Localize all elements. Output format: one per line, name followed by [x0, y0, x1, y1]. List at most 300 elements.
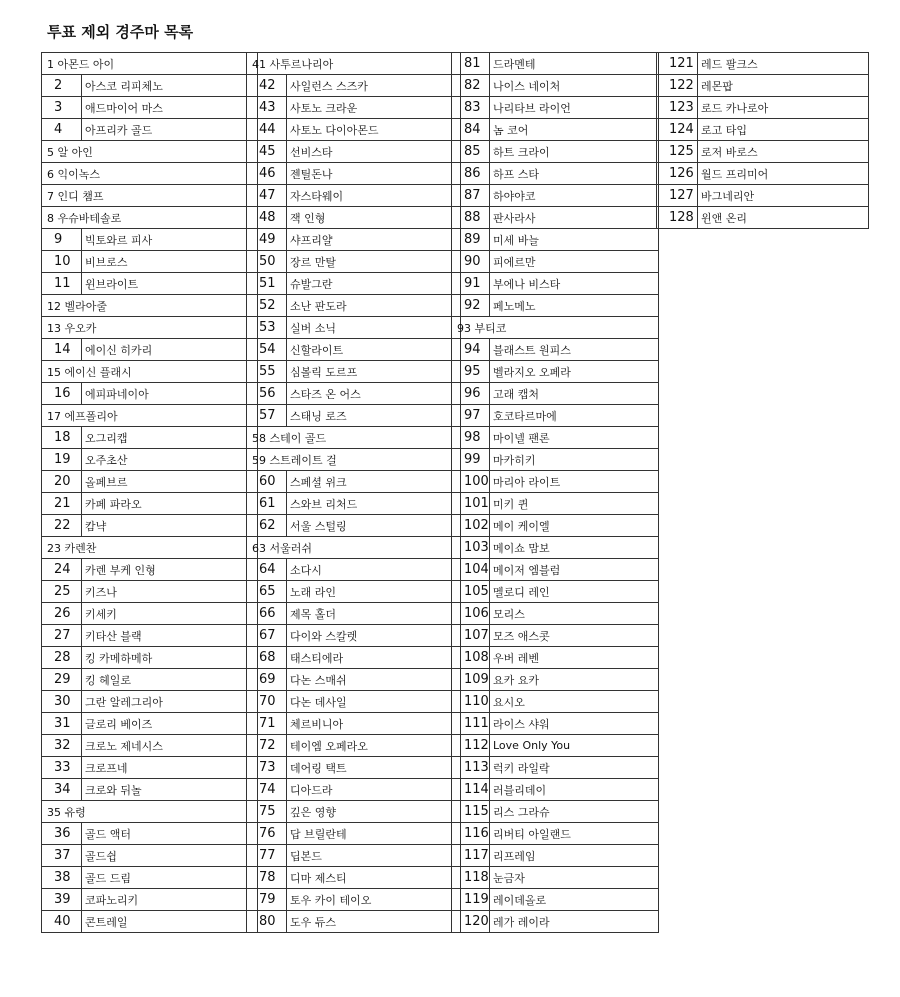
table-row	[247, 229, 461, 251]
horse-name: 디아드라	[287, 779, 461, 801]
horse-name: 깊은 영향	[287, 801, 461, 823]
horse-name: 하트 크라이	[490, 141, 659, 163]
horse-name: 에이신 플래시	[64, 365, 132, 379]
table-row	[42, 251, 258, 273]
entry-number: 12	[47, 299, 61, 313]
horse-name: 실버 소닉	[287, 317, 461, 339]
horse-entry	[452, 317, 659, 339]
table-row	[452, 867, 659, 889]
horse-name: 눈금자	[490, 867, 659, 889]
horse-name: 고래 캡처	[490, 383, 659, 405]
table-row	[247, 405, 461, 427]
table-row	[247, 449, 461, 471]
horse-name: 리스 그라슈	[490, 801, 659, 823]
entry-number: 79	[247, 889, 287, 911]
horse-name: 젠틸돈나	[287, 163, 461, 185]
table-row	[247, 97, 461, 119]
table-row	[452, 141, 659, 163]
entry-number: 68	[247, 647, 287, 669]
table-row	[42, 515, 258, 537]
entry-number: 71	[247, 713, 287, 735]
page-title: 투표 제외 경주마 목록	[47, 23, 194, 41]
entry-number: 112	[452, 735, 490, 757]
entry-number: 38	[42, 867, 82, 889]
entry-number: 125	[657, 141, 698, 163]
table-row	[452, 449, 659, 471]
horse-name: 마카히키	[490, 449, 659, 471]
table-row	[247, 427, 461, 449]
horse-entry	[42, 141, 258, 163]
horse-entry	[42, 361, 258, 383]
horse-name: 다논 스매쉬	[287, 669, 461, 691]
table-row	[247, 647, 461, 669]
table-row	[247, 273, 461, 295]
entry-number: 35	[47, 805, 61, 819]
entry-number: 93	[457, 321, 471, 335]
entry-number: 66	[247, 603, 287, 625]
horse-name: 카렌찬	[64, 541, 97, 555]
table-row	[452, 339, 659, 361]
horse-name: 메이쇼 맘보	[490, 537, 659, 559]
entry-number: 54	[247, 339, 287, 361]
entry-number: 77	[247, 845, 287, 867]
horse-name: 판사라사	[490, 207, 659, 229]
horse-name: 선비스타	[287, 141, 461, 163]
horse-name: 리프레임	[490, 845, 659, 867]
horse-name: 요카 요카	[490, 669, 659, 691]
horse-name: 크로프네	[82, 757, 258, 779]
entry-number: 15	[47, 365, 61, 379]
entry-number: 16	[42, 383, 82, 405]
horse-name: 비브로스	[82, 251, 258, 273]
entry-number: 11	[42, 273, 82, 295]
table-row	[452, 801, 659, 823]
horse-name: 놈 코어	[490, 119, 659, 141]
horse-name: 크로노 제네시스	[82, 735, 258, 757]
entry-number: 36	[42, 823, 82, 845]
entry-number: 14	[42, 339, 82, 361]
horse-name: 글로리 베이즈	[82, 713, 258, 735]
horse-name: 사토노 크라운	[287, 97, 461, 119]
horse-name: 체르비니아	[287, 713, 461, 735]
table-row	[42, 53, 258, 75]
entry-number: 121	[657, 53, 698, 75]
horse-name: 자스타웨이	[287, 185, 461, 207]
entry-number: 63	[252, 541, 266, 555]
horse-name: 빅토와르 피사	[82, 229, 258, 251]
entry-number: 61	[247, 493, 287, 515]
horse-name: 키타산 블랙	[82, 625, 258, 647]
entry-number: 92	[452, 295, 490, 317]
entry-number: 75	[247, 801, 287, 823]
horse-entry	[42, 53, 258, 75]
horse-name: 애드마이어 마스	[82, 97, 258, 119]
horse-name: 우슈바테솔로	[57, 211, 122, 225]
horse-name: 러블리데이	[490, 779, 659, 801]
table-row	[452, 383, 659, 405]
horse-name: 모즈 애스콧	[490, 625, 659, 647]
entry-number: 18	[42, 427, 82, 449]
horse-name: 우오카	[64, 321, 97, 335]
table-row	[42, 229, 258, 251]
horse-name: 오주초산	[82, 449, 258, 471]
horse-name: 소다시	[287, 559, 461, 581]
entry-number: 21	[42, 493, 82, 515]
entry-number: 104	[452, 559, 490, 581]
table-row	[42, 119, 258, 141]
entry-number: 13	[47, 321, 61, 335]
table-row	[452, 119, 659, 141]
entry-number: 31	[42, 713, 82, 735]
table-row	[42, 273, 258, 295]
entry-number: 85	[452, 141, 490, 163]
entry-number: 89	[452, 229, 490, 251]
entry-number: 43	[247, 97, 287, 119]
horse-name: 알 아인	[57, 145, 93, 159]
horse-name: 리버티 아일랜드	[490, 823, 659, 845]
table-row	[247, 735, 461, 757]
table-row	[247, 889, 461, 911]
table-row	[657, 97, 869, 119]
horse-name: 노래 라인	[287, 581, 461, 603]
table-row	[42, 493, 258, 515]
table-row	[452, 823, 659, 845]
horse-name: 키즈나	[82, 581, 258, 603]
entry-number: 126	[657, 163, 698, 185]
entry-number: 96	[452, 383, 490, 405]
horse-name: 월드 프리미어	[698, 163, 869, 185]
entry-number: 62	[247, 515, 287, 537]
table-row	[247, 581, 461, 603]
horse-name: 스타즈 온 어스	[287, 383, 461, 405]
horse-name: 테이엠 오페라오	[287, 735, 461, 757]
horse-name: 유령	[64, 805, 86, 819]
table-row	[452, 493, 659, 515]
entry-number: 108	[452, 647, 490, 669]
table-row	[247, 779, 461, 801]
table-row	[247, 867, 461, 889]
horse-name: 메이 케이엘	[490, 515, 659, 537]
horse-list-column-4	[656, 52, 869, 229]
table-row	[452, 405, 659, 427]
table-row	[42, 339, 258, 361]
entry-number: 118	[452, 867, 490, 889]
table-row	[657, 207, 869, 229]
entry-number: 74	[247, 779, 287, 801]
entry-number: 83	[452, 97, 490, 119]
table-row	[247, 559, 461, 581]
table-row	[452, 603, 659, 625]
horse-name: 다논 데사일	[287, 691, 461, 713]
entry-number: 33	[42, 757, 82, 779]
table-row	[247, 383, 461, 405]
table-row	[247, 163, 461, 185]
entry-number: 47	[247, 185, 287, 207]
table-row	[247, 493, 461, 515]
entry-number: 84	[452, 119, 490, 141]
entry-number: 109	[452, 669, 490, 691]
entry-number: 120	[452, 911, 490, 933]
table-row	[42, 471, 258, 493]
table-row	[247, 691, 461, 713]
entry-number: 64	[247, 559, 287, 581]
horse-name: 벨라지오 오페라	[490, 361, 659, 383]
table-row	[247, 185, 461, 207]
table-row	[452, 471, 659, 493]
horse-name: 카페 파라오	[82, 493, 258, 515]
table-row	[42, 625, 258, 647]
table-row	[452, 207, 659, 229]
entry-number: 1	[47, 57, 54, 71]
entry-number: 8	[47, 211, 54, 225]
entry-number: 5	[47, 145, 54, 159]
horse-name: 답 브릴란테	[287, 823, 461, 845]
table-row	[657, 119, 869, 141]
table-row	[247, 141, 461, 163]
horse-name: 럭키 라일락	[490, 757, 659, 779]
horse-name: 레몬팝	[698, 75, 869, 97]
entry-number: 39	[42, 889, 82, 911]
entry-number: 82	[452, 75, 490, 97]
horse-name: 콘트레일	[82, 911, 258, 933]
table-row	[452, 427, 659, 449]
entry-number: 23	[47, 541, 61, 555]
entry-number: 51	[247, 273, 287, 295]
entry-number: 44	[247, 119, 287, 141]
horse-name: 다이와 스칼렛	[287, 625, 461, 647]
horse-name: 아몬드 아이	[57, 57, 115, 71]
table-row	[247, 295, 461, 317]
entry-number: 101	[452, 493, 490, 515]
horse-name: 익이녹스	[57, 167, 101, 181]
table-row	[42, 713, 258, 735]
entry-number: 116	[452, 823, 490, 845]
horse-name: 크로와 뒤놀	[82, 779, 258, 801]
entry-number: 46	[247, 163, 287, 185]
horse-name: 스트레이트 걸	[269, 453, 337, 467]
table-row	[42, 405, 258, 427]
horse-name: 메이저 엠블럼	[490, 559, 659, 581]
entry-number: 29	[42, 669, 82, 691]
entry-number: 28	[42, 647, 82, 669]
horse-name: 에이신 히카리	[82, 339, 258, 361]
table-row	[42, 757, 258, 779]
horse-name: 미세 바늘	[490, 229, 659, 251]
table-row	[452, 515, 659, 537]
table-row	[42, 669, 258, 691]
table-row	[452, 53, 659, 75]
horse-name: 제목 홀더	[287, 603, 461, 625]
table-row	[452, 911, 659, 933]
table-row	[452, 185, 659, 207]
horse-name: 레이데올로	[490, 889, 659, 911]
entry-number: 57	[247, 405, 287, 427]
horse-name: 윈브라이트	[82, 273, 258, 295]
table-row	[247, 537, 461, 559]
entry-number: 122	[657, 75, 698, 97]
horse-name: 블래스트 원피스	[490, 339, 659, 361]
horse-name: 스테이 골드	[269, 431, 327, 445]
entry-number: 103	[452, 537, 490, 559]
table-row	[657, 141, 869, 163]
horse-name: 하프 스타	[490, 163, 659, 185]
horse-name: 슈발그란	[287, 273, 461, 295]
horse-name: 샤프리얄	[287, 229, 461, 251]
entry-number: 99	[452, 449, 490, 471]
entry-number: 80	[247, 911, 287, 933]
table-row	[452, 735, 659, 757]
horse-name: 로드 카나로아	[698, 97, 869, 119]
table-row	[42, 361, 258, 383]
table-row	[247, 339, 461, 361]
horse-name: 윈앤 온리	[698, 207, 869, 229]
horse-entry	[247, 537, 461, 559]
table-row	[247, 361, 461, 383]
horse-entry	[42, 185, 258, 207]
horse-name: 태스티에라	[287, 647, 461, 669]
entry-number: 128	[657, 207, 698, 229]
entry-number: 114	[452, 779, 490, 801]
entry-number: 56	[247, 383, 287, 405]
entry-number: 107	[452, 625, 490, 647]
horse-name: 캄냑	[82, 515, 258, 537]
table-row	[452, 295, 659, 317]
entry-number: 69	[247, 669, 287, 691]
horse-name: 골드 액터	[82, 823, 258, 845]
horse-name: 호코타르마에	[490, 405, 659, 427]
entry-number: 100	[452, 471, 490, 493]
horse-list-column-1	[41, 52, 258, 933]
entry-number: 58	[252, 431, 266, 445]
table-row	[247, 119, 461, 141]
entry-number: 45	[247, 141, 287, 163]
horse-name: 로고 타입	[698, 119, 869, 141]
table-row	[42, 559, 258, 581]
horse-list-column-3	[451, 52, 659, 933]
horse-name: 나이스 네이처	[490, 75, 659, 97]
entry-number: 111	[452, 713, 490, 735]
horse-name: 아프리카 골드	[82, 119, 258, 141]
horse-entry	[42, 317, 258, 339]
entry-number: 88	[452, 207, 490, 229]
entry-number: 34	[42, 779, 82, 801]
horse-name: 피에르만	[490, 251, 659, 273]
table-row	[452, 713, 659, 735]
entry-number: 37	[42, 845, 82, 867]
entry-number: 40	[42, 911, 82, 933]
horse-name: 멜로디 레인	[490, 581, 659, 603]
horse-name: 사토노 다이아몬드	[287, 119, 461, 141]
horse-name: 골드 드림	[82, 867, 258, 889]
entry-number: 119	[452, 889, 490, 911]
entry-number: 22	[42, 515, 82, 537]
horse-name: 토우 카이 테이오	[287, 889, 461, 911]
horse-entry	[42, 295, 258, 317]
horse-name: 골드쉽	[82, 845, 258, 867]
horse-name: 서울 스털링	[287, 515, 461, 537]
horse-name: 키세키	[82, 603, 258, 625]
entry-number: 10	[42, 251, 82, 273]
entry-number: 86	[452, 163, 490, 185]
table-row	[452, 691, 659, 713]
table-row	[42, 779, 258, 801]
horse-name: 마리아 라이트	[490, 471, 659, 493]
horse-entry	[247, 427, 461, 449]
horse-name: 오그리캡	[82, 427, 258, 449]
horse-name: 킹 카메하메하	[82, 647, 258, 669]
horse-name: 드라멘테	[490, 53, 659, 75]
table-row	[42, 449, 258, 471]
entry-number: 4	[42, 119, 82, 141]
entry-number: 106	[452, 603, 490, 625]
horse-name: 라이스 샤워	[490, 713, 659, 735]
horse-name: 로저 바로스	[698, 141, 869, 163]
table-row	[247, 207, 461, 229]
table-row	[42, 185, 258, 207]
entry-number: 50	[247, 251, 287, 273]
horse-entry	[42, 537, 258, 559]
table-row	[42, 537, 258, 559]
table-row	[42, 845, 258, 867]
horse-name: Love Only You	[490, 735, 659, 757]
entry-number: 124	[657, 119, 698, 141]
horse-name: 바그네리안	[698, 185, 869, 207]
horse-name: 미키 퀸	[490, 493, 659, 515]
table-row	[247, 603, 461, 625]
table-row	[42, 647, 258, 669]
horse-name: 코파노리키	[82, 889, 258, 911]
horse-name: 디마 제스티	[287, 867, 461, 889]
table-row	[452, 845, 659, 867]
table-row	[42, 427, 258, 449]
table-row	[247, 317, 461, 339]
entry-number: 17	[47, 409, 61, 423]
horse-name: 에프폴리아	[64, 409, 118, 423]
table-row	[452, 669, 659, 691]
table-row	[247, 801, 461, 823]
entry-number: 127	[657, 185, 698, 207]
table-row	[657, 163, 869, 185]
table-row	[452, 273, 659, 295]
horse-name: 마이넬 팬론	[490, 427, 659, 449]
entry-number: 70	[247, 691, 287, 713]
horse-name: 데어링 택트	[287, 757, 461, 779]
table-row	[452, 361, 659, 383]
entry-number: 94	[452, 339, 490, 361]
entry-number: 9	[42, 229, 82, 251]
table-row	[452, 537, 659, 559]
horse-entry	[247, 449, 461, 471]
horse-name: 페노메노	[490, 295, 659, 317]
entry-number: 6	[47, 167, 54, 181]
entry-number: 81	[452, 53, 490, 75]
table-row	[247, 515, 461, 537]
table-row	[452, 163, 659, 185]
table-row	[657, 185, 869, 207]
entry-number: 20	[42, 471, 82, 493]
table-row	[247, 625, 461, 647]
table-row	[452, 889, 659, 911]
entry-number: 26	[42, 603, 82, 625]
entry-number: 102	[452, 515, 490, 537]
horse-name: 스페셜 위크	[287, 471, 461, 493]
horse-name: 부에나 비스타	[490, 273, 659, 295]
table-row	[42, 867, 258, 889]
horse-name: 모리스	[490, 603, 659, 625]
table-row	[42, 141, 258, 163]
entry-number: 2	[42, 75, 82, 97]
entry-number: 32	[42, 735, 82, 757]
